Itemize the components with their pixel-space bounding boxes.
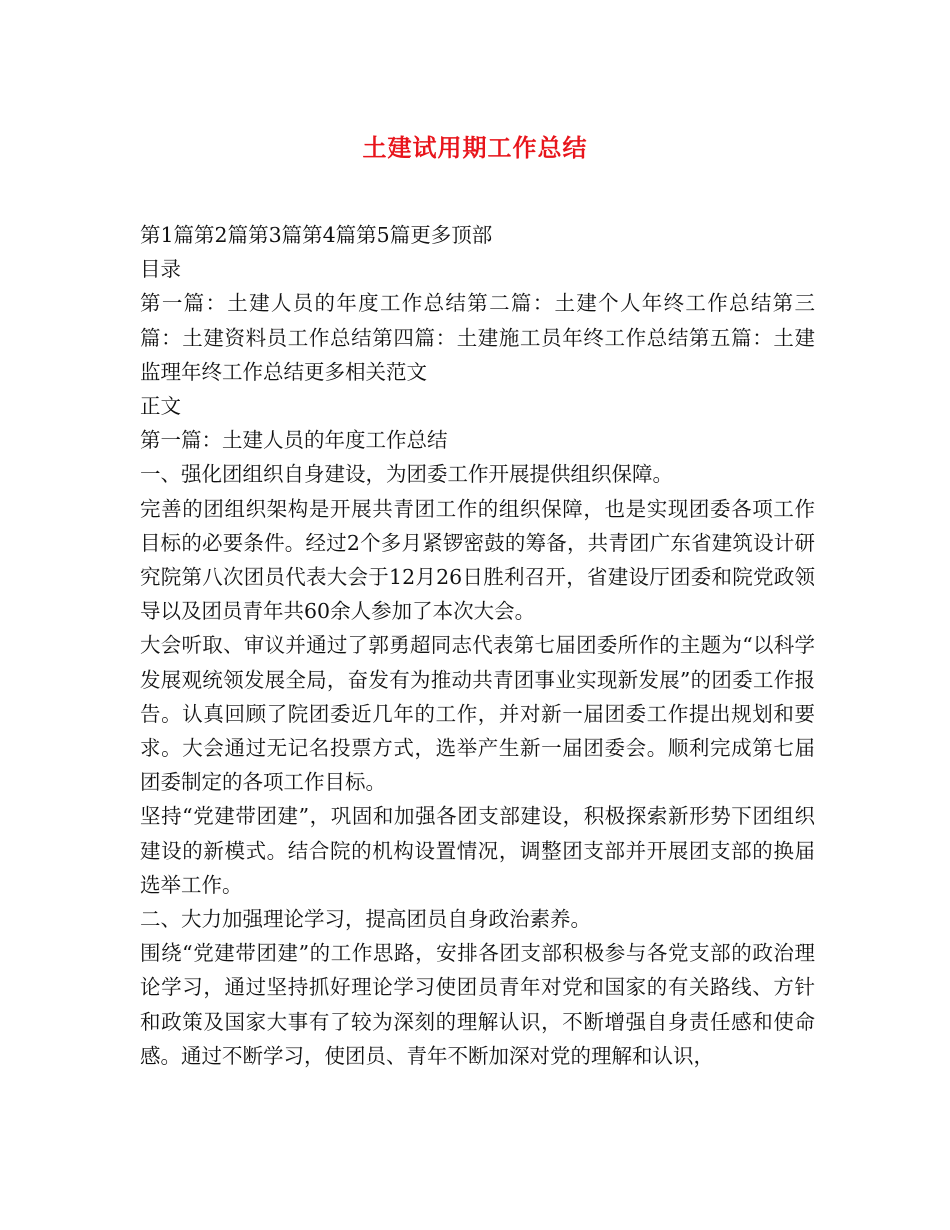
paragraph: 大会听取、审议并通过了郭勇超同志代表第七届团委所作的主题为“以科学发展观统领发展全局，奋发有为推动共青团事业实现新发展”的团委工作报告。认真回顾了院团委近几年的工作，并对新一届团委工作提出规划和要求。大会通过无记名投票方式，选举产生新一届团委会。顺利完成第七届团委制定的各项工作目标。 bbox=[140, 633, 815, 795]
toc-heading: 目录 bbox=[140, 257, 181, 282]
toc-list: 第一篇：土建人员的年度工作总结第二篇：土建个人年终工作总结第三篇：土建资料员工作总结第四篇：土建施工员年终工作总结第五篇：土建监理年终工作总结更多相关范文 bbox=[140, 291, 815, 384]
paragraph: 完善的团组织架构是开展共青团工作的组织保障，也是实现团委各项工作目标的必要条件。经过2个多月紧锣密鼓的筹备，共青团广东省建筑设计研究院第八次团员代表大会于12月26日胜利召开，省建设厅团委和院党政领导以及团员青年共60余人参加了本次大会。 bbox=[140, 496, 815, 624]
chapter-heading: 第一篇：土建人员的年度工作总结 bbox=[140, 428, 448, 453]
paragraph: 坚持“党建带团建”，巩固和加强各团支部建设，积极探索新形势下团组织建设的新模式。结合院的机构设置情况，调整团支部并开展团支部的换届选举工作。 bbox=[140, 804, 815, 897]
document-title: 土建试用期工作总结 bbox=[362, 134, 588, 162]
section-heading-1: 一、强化团组织自身建设，为团委工作开展提供组织保障。 bbox=[140, 462, 673, 487]
body-heading: 正文 bbox=[140, 394, 181, 419]
toc-nav-line: 第1篇第2篇第3篇第4篇第5篇更多顶部 bbox=[140, 223, 493, 247]
section-heading-2: 二、大力加强理论学习，提高团员自身政治素养。 bbox=[140, 907, 591, 932]
document-body bbox=[140, 218, 815, 1073]
paragraph: 围绕“党建带团建”的工作思路，安排各团支部积极参与各党支部的政治理论学习，通过坚持抓好理论学习使团员青年对党和国家的有关路线、方针和政策及国家大事有了较为深刻的理解认识，不断增强自身责任感和使命感。通过不断学习，使团员、青年不断加深对党的理解和认识， bbox=[140, 941, 815, 1068]
